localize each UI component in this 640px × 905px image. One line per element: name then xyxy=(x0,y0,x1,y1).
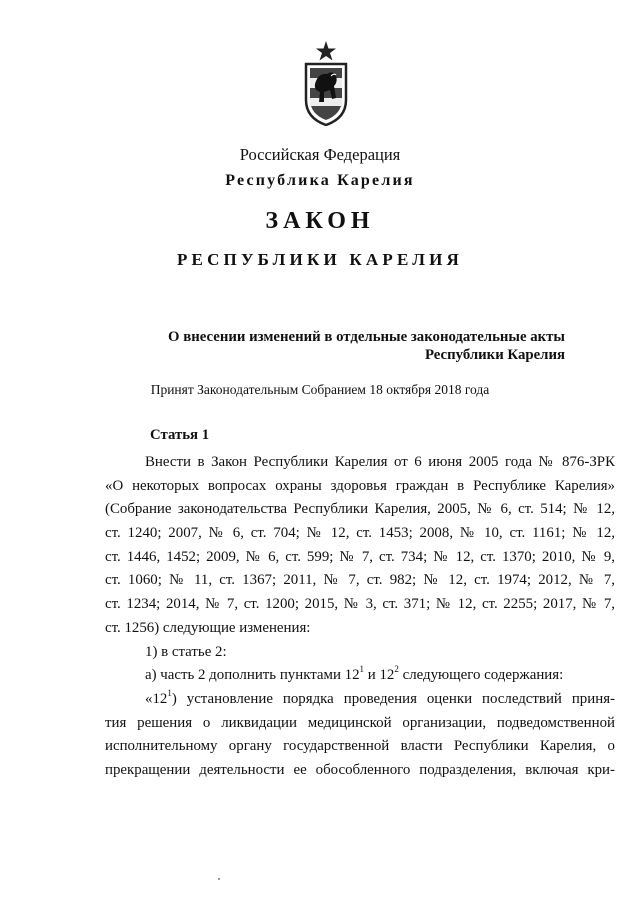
quote-line: «$12^1$) установление порядка проведения оценки последствий приня- xyxy=(145,687,615,707)
item-1: 1) в статье 2: xyxy=(145,643,227,660)
star-icon xyxy=(316,41,336,61)
republic-heading: Республика Карелия xyxy=(225,172,415,189)
body-line: ст. 1240; 2007, № 6, ст. 704; № 12, ст. 1453; 2008, № 10, ст. 1161; № 12, xyxy=(105,525,615,542)
law-title-line: Республики Карелия xyxy=(424,347,565,363)
body-line: ст. 1234; 2014, № 7, ст. 1200; 2015, № 3, ст. 371; № 12, ст. 2255; 2017, № 7, xyxy=(105,596,615,613)
article-body xyxy=(105,451,615,783)
item-a: а) часть 2 дополнить пунктами $12^1$ и $12^2$ следующего содержания: xyxy=(145,664,564,684)
law-title xyxy=(120,328,565,364)
body-line: ст. 1256) следующие изменения: xyxy=(105,619,311,636)
law-title-line: О внесении изменений в отдельные законодательные акты xyxy=(168,329,565,345)
body-line: Внести в Закон Республики Карелия от 6 июня 2005 года № 876-ЗРК xyxy=(145,454,615,470)
body-line: (Собрание законодательства Республики Карелия, 2005, № 6, ст. 514; № 12, xyxy=(105,501,615,518)
quote-line: исполнительному органу государственной власти Республики Карелия, о xyxy=(105,738,615,755)
scan-speck xyxy=(218,878,220,880)
quote-line: прекращении деятельности ее обособленного подразделения, включая кри- xyxy=(105,761,615,778)
article-heading: Статья 1 xyxy=(150,427,210,443)
law-heading: ЗАКОН xyxy=(265,208,375,234)
body-line: ст. 1446, 1452; 2009, № 6, ст. 599; № 7, ст. 734; № 12, ст. 1370; 2010, № 9, xyxy=(105,548,615,565)
country-heading: Российская Федерация xyxy=(239,145,401,164)
karelia-coat-of-arms-emblem xyxy=(300,40,352,126)
adoption-note: Принят Законодательным Собранием 18 октября 2018 года xyxy=(150,382,490,397)
quote-line: тия решения о ликвидации медицинской организации, подведомственной xyxy=(105,714,615,731)
body-line: ст. 1060; № 11, ст. 1367; 2011, № 7, ст. 982; № 12, ст. 1974; 2012, № 7, xyxy=(105,572,615,589)
body-line: «О некоторых вопросах охраны здоровья граждан в Республике Карелия» xyxy=(105,477,615,494)
law-of-heading: РЕСПУБЛИКИ КАРЕЛИЯ xyxy=(176,250,464,269)
